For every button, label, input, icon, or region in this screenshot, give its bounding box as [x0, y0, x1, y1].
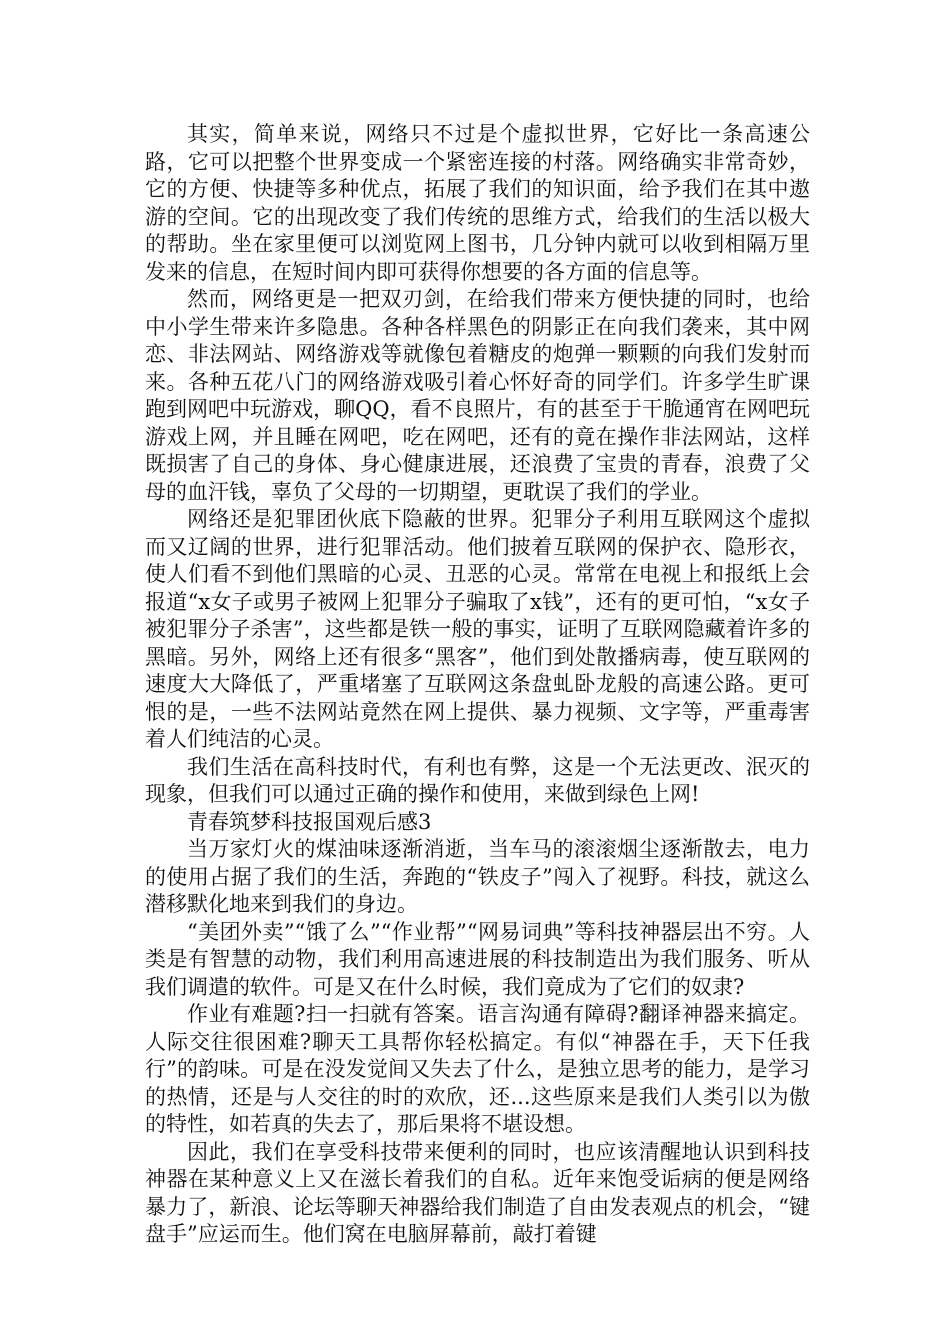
document-page	[145, 121, 810, 1249]
paragraph-green-internet: 我们生活在高科技时代，有利也有弊，这是一个无法更改、泯灭的现象，但我们可以通过正确的操作和使用，来做到绿色上网!	[145, 754, 810, 806]
section-heading: 青春筑梦科技报国观后感3	[187, 809, 432, 834]
paragraph-double-edged-sword: 然而，网络更是一把双刃剑，在给我们带来方便快捷的同时，也给中小学生带来许多隐患。各种各样黑色的阴影正在向我们袭来，其中网恋、非法网站、网络游戏等就像包着糖皮的炮弹一颗颗的向我们发射而来。各种五花八门的网络游戏吸引着心怀好奇的同学们。许多学生旷课跑到网吧中玩游戏，聊QQ，看不良照片，有的甚至于干脆通宵在网吧玩游戏上网，并且睡在网吧，吃在网吧，还有的竟在操作非法网站，这样既损害了自己的身体、身心健康进展，还浪费了宝贵的青春，浪费了父母的血汗钱，辜负了父母的一切期望，更耽误了我们的学业。	[145, 287, 810, 504]
paragraph-therefore: 因此，我们在享受科技带来便利的同时，也应该清醒地认识到科技神器在某种意义上又在滋长着我们的自私。近年来饱受诟病的便是网络暴力了，新浪、论坛等聊天神器给我们制造了自由发表观点的机会，“键盘手”应运而生。他们窝在电脑屏幕前，敲打着键	[145, 1139, 810, 1246]
paragraph-technology-arrives: 当万家灯火的煤油味逐渐消逝，当车马的滚滚烟尘逐渐散去，电力的使用占据了我们的生活，奔跑的“铁皮子”闯入了视野。科技，就这么潜移默化地来到我们的身边。	[145, 837, 810, 916]
paragraph-homework-problems: 作业有难题?扫一扫就有答案。语言沟通有障碍?翻译神器来搞定。人际交往很困难?聊天工具帮你轻松搞定。有似“神器在手，天下任我行”的韵味。可是在没发觉间又失去了什么，是独立思考的能力，是学习的热情，还是与人交往的时的欢欣，还...这些原来是我们人类引以为傲的特性，如若真的失去了，那后果将不堪设想。	[145, 1002, 810, 1136]
paragraph-tech-apps: “美团外卖”“饿了么”“作业帮”“网易词典”等科技神器层出不穷。人类是有智慧的动物，我们利用高速进展的科技制造出为我们服务、听从我们调遣的软件。可是又在什么时候，我们竟成为了它们的奴隶?	[145, 919, 810, 999]
paragraph-internet-virtual-world: 其实，简单来说，网络只不过是个虚拟世界，它好比一条高速公路，它可以把整个世界变成一个紧密连接的村落。网络确实非常奇妙，它的方便、快捷等多种优点，拓展了我们的知识面，给予我们在其中遨游的空间。它的出现改变了我们传统的思维方式，给我们的生活以极大的帮助。坐在家里便可以浏览网上图书，几分钟内就可以收到相隔万里发来的信息，在短时间内即可获得你想要的各方面的信息等。	[145, 122, 810, 284]
paragraph-crime-world: 网络还是犯罪团伙底下隐蔽的世界。犯罪分子利用互联网这个虚拟而又辽阔的世界，进行犯罪活动。他们披着互联网的保护衣、隐形衣，使人们看不到他们黑暗的心灵、丑恶的心灵。常常在电视上和报纸上会报道“x女子或男子被网上犯罪分子骗取了x钱”，还有的更可怕，“x女子被犯罪分子杀害”，这些都是铁一般的事实，证明了互联网隐藏着许多的黑暗。另外，网络上还有很多“黑客”，他们到处散播病毒，使互联网的速度大大降低了，严重堵塞了互联网这条盘虬卧龙般的高速公路。更可恨的是，一些不法网站竟然在网上提供、暴力视频、文字等，严重毒害着人们纯洁的心灵。	[145, 507, 810, 751]
